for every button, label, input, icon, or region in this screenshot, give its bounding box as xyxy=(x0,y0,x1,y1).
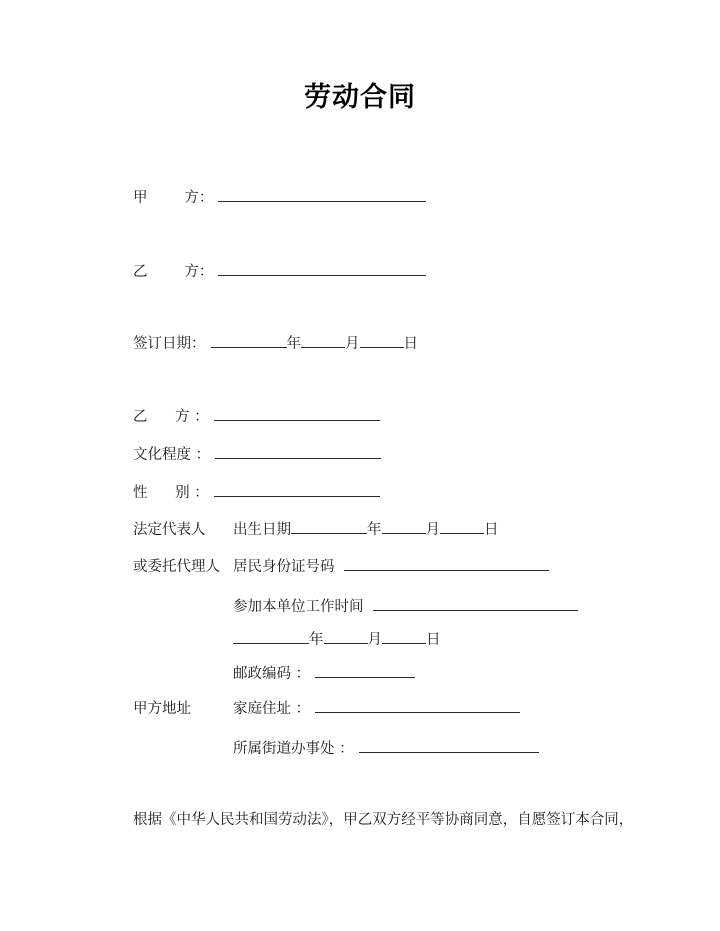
party-a-input-rule[interactable] xyxy=(218,188,426,202)
employee-party-b-input-rule[interactable] xyxy=(214,407,380,421)
sign-date-month-unit: 月 xyxy=(345,336,360,352)
gender-input-rule[interactable] xyxy=(214,483,380,497)
gender-label: 性 别 ： xyxy=(133,485,209,501)
id-number-label: 居民身份证号码 xyxy=(233,559,335,575)
field-row-join-date xyxy=(233,597,578,617)
sign-date-year-rule[interactable] xyxy=(211,334,287,348)
field-row-party-a xyxy=(133,188,426,208)
field-row-gender xyxy=(133,483,380,503)
birth-date-year-rule[interactable] xyxy=(291,520,367,534)
education-label: 文化程度 ： xyxy=(133,447,211,463)
field-row-sign-date xyxy=(133,334,418,354)
birth-date-day-unit: 日 xyxy=(484,522,499,538)
legal-representative-label: 法定代表人 xyxy=(133,522,206,538)
education-input-rule[interactable] xyxy=(215,445,381,459)
join-date-input-rule[interactable] xyxy=(373,597,578,611)
join-date-month-rule[interactable] xyxy=(324,630,368,644)
field-row-birth-date xyxy=(233,520,499,540)
field-row-home-address xyxy=(233,699,520,719)
street-office-input-rule[interactable] xyxy=(359,739,539,753)
field-row-id-number xyxy=(233,557,549,577)
join-date-day-unit: 日 xyxy=(426,632,441,648)
field-row-party-b xyxy=(133,262,426,282)
join-date-year-rule[interactable] xyxy=(233,630,309,644)
contract-preamble-paragraph: 根据《中华人民共和国劳动法》，甲乙双方经平等协商同意，自愿签订本合同， xyxy=(133,812,634,828)
birth-date-month-unit: 月 xyxy=(425,522,440,538)
sign-date-day-unit: 日 xyxy=(403,336,418,352)
field-row-employee-party-b xyxy=(133,407,380,427)
birth-date-year-unit: 年 xyxy=(367,522,382,538)
employee-party-b-label: 乙 方 ： xyxy=(133,409,209,425)
field-row-postal-code xyxy=(233,664,415,684)
join-date-year-unit: 年 xyxy=(309,632,324,648)
postal-code-input-rule[interactable] xyxy=(315,664,415,678)
sign-date-label: 签订日期： xyxy=(133,336,206,352)
authorized-agent-label: 或委托代理人 xyxy=(133,559,220,575)
party-b-label: 乙 方： xyxy=(133,264,214,280)
sign-date-day-rule[interactable] xyxy=(360,334,404,348)
page-title: 劳动合同 xyxy=(304,82,416,113)
id-number-input-rule[interactable] xyxy=(344,557,549,571)
field-row-education xyxy=(133,445,381,465)
birth-date-label: 出生日期 xyxy=(233,522,291,538)
home-address-input-rule[interactable] xyxy=(315,699,520,713)
party-a-label: 甲 方： xyxy=(133,190,214,206)
sign-date-year-unit: 年 xyxy=(286,336,301,352)
party-a-address-label: 甲方地址 xyxy=(133,701,191,717)
field-row-street-office xyxy=(233,739,539,759)
birth-date-day-rule[interactable] xyxy=(440,520,484,534)
field-row-join-date-detail xyxy=(233,630,441,650)
postal-code-label: 邮政编码 ： xyxy=(233,666,311,682)
birth-date-month-rule[interactable] xyxy=(382,520,426,534)
street-office-label: 所属街道办事处 ： xyxy=(233,741,354,757)
home-address-label: 家庭住址 ： xyxy=(233,701,311,717)
join-date-day-rule[interactable] xyxy=(382,630,426,644)
party-b-input-rule[interactable] xyxy=(218,262,426,276)
sign-date-month-rule[interactable] xyxy=(301,334,345,348)
join-date-label: 参加本单位工作时间 xyxy=(233,599,364,615)
join-date-month-unit: 月 xyxy=(367,632,382,648)
